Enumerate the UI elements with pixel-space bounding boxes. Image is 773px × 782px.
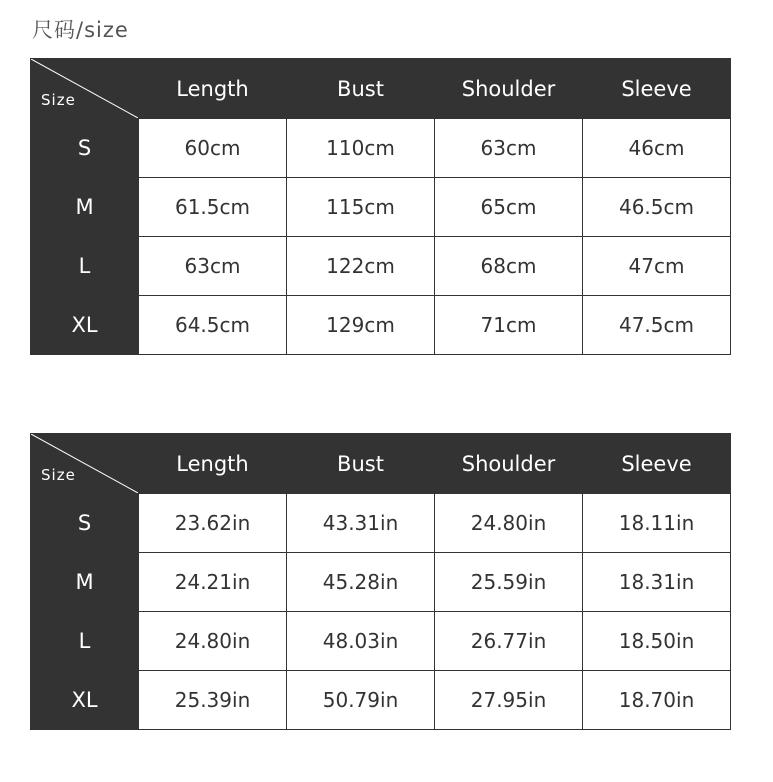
row-header-size: M xyxy=(31,553,139,612)
table-cell: 18.50in xyxy=(583,612,731,671)
table-cell: 115cm xyxy=(287,178,435,237)
table-cell: 26.77in xyxy=(435,612,583,671)
table-cell: 65cm xyxy=(435,178,583,237)
table-row xyxy=(31,119,731,178)
table-header-row xyxy=(31,59,731,119)
table-cell: 23.62in xyxy=(139,494,287,553)
table-row xyxy=(31,494,731,553)
table-cell: 18.31in xyxy=(583,553,731,612)
column-header-bust: Bust xyxy=(287,434,435,494)
table-row xyxy=(31,296,731,355)
table-row xyxy=(31,178,731,237)
diagonal-divider xyxy=(31,59,138,118)
table-cell: 60cm xyxy=(139,119,287,178)
column-header-shoulder: Shoulder xyxy=(435,59,583,119)
table-cell: 46cm xyxy=(583,119,731,178)
table-cell: 61.5cm xyxy=(139,178,287,237)
row-header-size: M xyxy=(31,178,139,237)
table-cell: 47cm xyxy=(583,237,731,296)
corner-label: Size xyxy=(41,91,76,109)
table-cell: 47.5cm xyxy=(583,296,731,355)
row-header-size: L xyxy=(31,612,139,671)
corner-header-cell xyxy=(31,434,139,494)
table-cell: 18.11in xyxy=(583,494,731,553)
table-cell: 27.95in xyxy=(435,671,583,730)
table-header-row xyxy=(31,434,731,494)
table-cell: 43.31in xyxy=(287,494,435,553)
table-cell: 122cm xyxy=(287,237,435,296)
column-header-bust: Bust xyxy=(287,59,435,119)
table-cell: 48.03in xyxy=(287,612,435,671)
table-cell: 25.39in xyxy=(139,671,287,730)
table-row xyxy=(31,553,731,612)
column-header-length: Length xyxy=(139,59,287,119)
column-header-sleeve: Sleeve xyxy=(583,59,731,119)
table-cell: 24.80in xyxy=(139,612,287,671)
page-title: 尺码/size xyxy=(32,18,129,42)
table-cell: 24.21in xyxy=(139,553,287,612)
corner-header-cell xyxy=(31,59,139,119)
table-cell: 46.5cm xyxy=(583,178,731,237)
table-cell: 129cm xyxy=(287,296,435,355)
row-header-size: L xyxy=(31,237,139,296)
table-cell: 63cm xyxy=(139,237,287,296)
table-row xyxy=(31,237,731,296)
row-header-size: S xyxy=(31,494,139,553)
row-header-size: XL xyxy=(31,671,139,730)
row-header-size: XL xyxy=(31,296,139,355)
table-cell: 63cm xyxy=(435,119,583,178)
table-cell: 18.70in xyxy=(583,671,731,730)
size-table-in xyxy=(30,433,731,730)
table-cell: 24.80in xyxy=(435,494,583,553)
column-header-sleeve: Sleeve xyxy=(583,434,731,494)
size-table-cm xyxy=(30,58,731,355)
table-row xyxy=(31,671,731,730)
table-cell: 45.28in xyxy=(287,553,435,612)
table-cell: 25.59in xyxy=(435,553,583,612)
table-row xyxy=(31,612,731,671)
table-cell: 71cm xyxy=(435,296,583,355)
corner-label: Size xyxy=(41,466,76,484)
table-cell: 50.79in xyxy=(287,671,435,730)
diagonal-divider xyxy=(31,434,138,493)
table-cell: 110cm xyxy=(287,119,435,178)
column-header-shoulder: Shoulder xyxy=(435,434,583,494)
table-cell: 64.5cm xyxy=(139,296,287,355)
column-header-length: Length xyxy=(139,434,287,494)
row-header-size: S xyxy=(31,119,139,178)
table-cell: 68cm xyxy=(435,237,583,296)
